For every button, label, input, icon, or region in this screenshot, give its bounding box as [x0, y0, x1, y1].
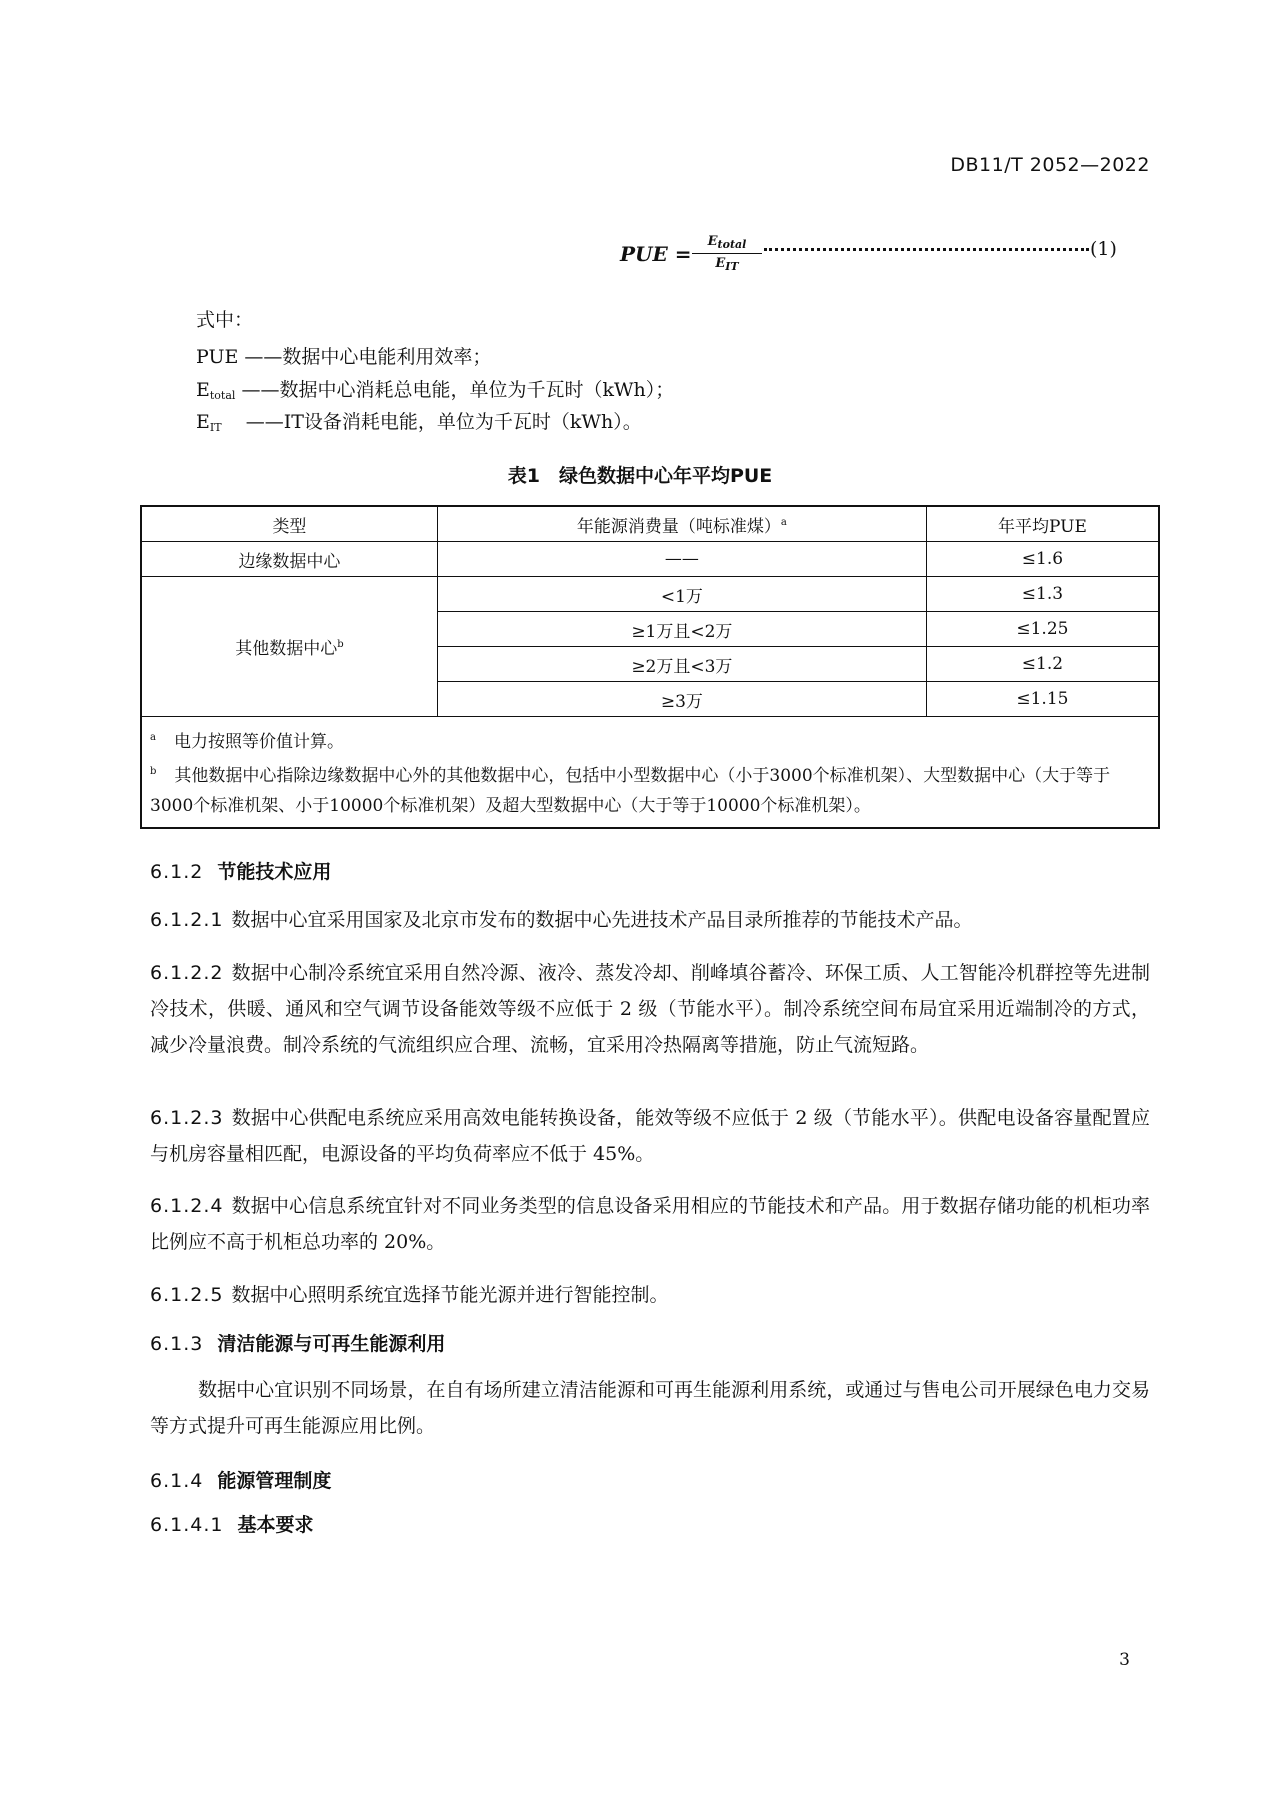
header-pue: 年平均PUE: [926, 506, 1159, 542]
section-heading-6-1-4: 6.1.4 能源管理制度: [150, 1470, 332, 1492]
section-heading-6-1-2: 6.1.2 节能技术应用: [150, 861, 332, 883]
definitions-intro: 式中：: [196, 309, 254, 331]
table-notes-row: [141, 717, 1159, 829]
cell-type: 边缘数据中心: [141, 542, 437, 577]
header-energy: 年能源消费量（吨标准煤）$^a$: [437, 506, 926, 542]
definition-pue: PUE ——数据中心电能利用效率；: [196, 346, 492, 368]
table-row: [141, 542, 1159, 577]
table-row: [141, 577, 1159, 612]
definition-eit: $E_{IT}$ ——IT设备消耗电能，单位为千瓦时（kWh）。: [196, 411, 642, 434]
section-heading-6-1-3: 6.1.3 清洁能源与可再生能源利用: [150, 1333, 446, 1355]
document-code: DB11/T 2052—2022: [950, 154, 1150, 176]
cell-energy: <1万: [437, 577, 926, 612]
table-title: 表1 绿色数据中心年平均PUE: [507, 465, 773, 487]
cell-energy: ≥1万且<2万: [437, 612, 926, 647]
cell-pue: ≤1.3: [926, 577, 1159, 612]
cell-pue: ≤1.6: [926, 542, 1159, 577]
section-heading-6-1-4-1: 6.1.4.1 基本要求: [150, 1514, 314, 1536]
cell-type-group: 其他数据中心$^b$: [141, 577, 437, 717]
formula-number: (1): [1090, 238, 1117, 260]
paragraph-6-1-2-1: 6.1.2.1 数据中心宜采用国家及北京市发布的数据中心先进技术产品目录所推荐的节能技术产品。: [150, 909, 973, 931]
cell-pue: ≤1.15: [926, 682, 1159, 717]
table-header-row: [141, 506, 1159, 542]
pue-formula: [620, 232, 1160, 282]
formula-numerator: $E_{total}$: [692, 234, 762, 254]
formula-fraction: [692, 234, 762, 273]
table-notes: [141, 717, 1159, 829]
cell-energy: ——: [437, 542, 926, 577]
definition-etotal: $E_{total}$ ——数据中心消耗总电能，单位为千瓦时（kWh）；: [196, 379, 675, 402]
cell-energy: ≥3万: [437, 682, 926, 717]
formula-leader-dots: [764, 244, 1089, 251]
paragraph-6-1-2-4: 6.1.2.4 数据中心信息系统宜针对不同业务类型的信息设备采用相应的节能技术和产品。用于数据存储功能的机柜功率比例应不高于机柜总功率的 20%。: [150, 1195, 1150, 1253]
pue-table: [140, 505, 1160, 829]
cell-pue: ≤1.2: [926, 647, 1159, 682]
cell-pue: ≤1.25: [926, 612, 1159, 647]
formula-lhs: PUE =: [620, 242, 692, 266]
header-type: 类型: [141, 506, 437, 542]
formula-denominator: $E_{IT}$: [715, 256, 739, 273]
paragraph-6-1-2-2: 6.1.2.2 数据中心制冷系统宜采用自然冷源、液冷、蒸发冷却、削峰填谷蓄冷、环保工质、人工智能冷机群控等先进制冷技术，供暖、通风和空气调节设备能效等级不应低于 2 级（节能水平）。制冷系统空间布局宜采用近端制冷的方式，减少冷量浪费。制冷系统的气流组织应合理、流畅，宜采用冷热隔离等措施，防止气流短路。: [150, 962, 1150, 1056]
table-note-a: $^a$ 电力按照等价值计算。: [150, 732, 344, 752]
cell-energy: ≥2万且<3万: [437, 647, 926, 682]
table-note-b: $^b$ 其他数据中心指除边缘数据中心外的其他数据中心，包括中小型数据中心（小于3000个标准机架）、大型数据中心（大于等于3000个标准机架、小于10000个标准机架）及超大型数据中心（大于等于10000个标准机架）。: [150, 766, 1111, 816]
paragraph-6-1-2-5: 6.1.2.5 数据中心照明系统宜选择节能光源并进行智能控制。: [150, 1284, 669, 1306]
paragraph-6-1-3: 数据中心宜识别不同场景，在自有场所建立清洁能源和可再生能源利用系统，或通过与售电公司开展绿色电力交易等方式提升可再生能源应用比例。: [150, 1379, 1150, 1437]
paragraph-6-1-2-3: 6.1.2.3 数据中心供配电系统应采用高效电能转换设备，能效等级不应低于 2 级（节能水平）。供配电设备容量配置应与机房容量相匹配，电源设备的平均负荷率应不低于 45%。: [150, 1107, 1150, 1165]
page-number: 3: [1119, 1650, 1130, 1670]
